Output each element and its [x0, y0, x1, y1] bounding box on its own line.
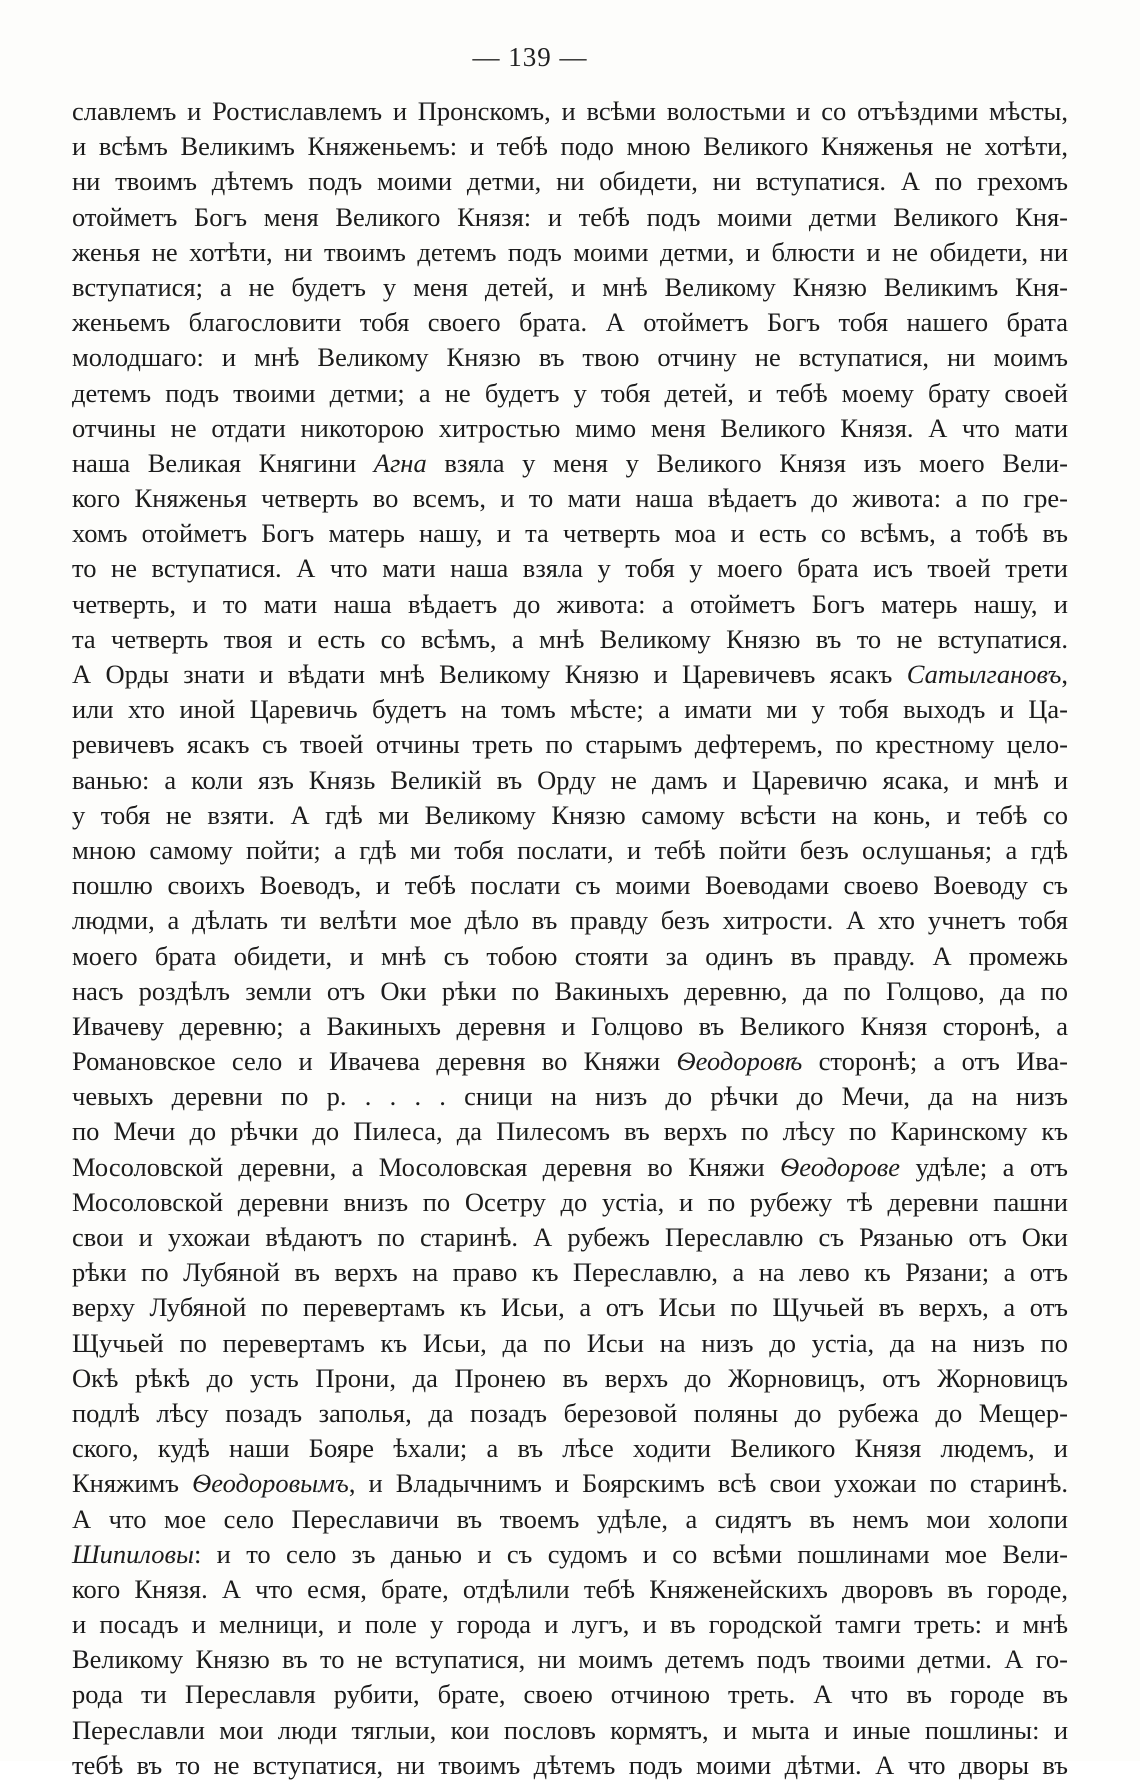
italic-name: Шипиловы — [72, 1538, 194, 1569]
text-segment: верху Лубяной по перевертамъ къ Исьи, а отъ Исьи по Щучьей въ верхъ, а отъ — [72, 1292, 1068, 1323]
text-segment: Великому Князю въ то не вступатися, ни моимъ детемъ подъ твоими детми. А го- — [72, 1644, 1068, 1675]
text-segment: то не вступатися. А что мати наша взяла у тобя у моего брата исъ твоей трети — [72, 553, 1068, 584]
text-line — [72, 1290, 1068, 1325]
text-line — [72, 516, 1068, 551]
text-segment: кого Князя. А что есмя, брате, отдѣлили тебѣ Княженейскихъ дворовъ въ городе, — [72, 1573, 1068, 1604]
text-segment: Ивачеву деревню; а Вакиныхъ деревня и Голцово въ Великого Князя сторонѣ, а — [72, 1010, 1068, 1041]
text-segment: сторонѣ; а отъ Ива- — [802, 1046, 1068, 1077]
text-line — [72, 622, 1068, 657]
text-line — [72, 1466, 1068, 1501]
text-line — [72, 1537, 1068, 1572]
text-segment: Переславли мои люди тяглыи, кои пословъ кормятъ, и мыта и иные пошлины: и — [72, 1714, 1068, 1745]
text-segment: тебѣ въ то не вступатися, ни твоимъ дѣтемъ подъ моими дѣтми. А что дворы въ — [72, 1749, 1068, 1780]
text-segment: та четверть твоя и есть со всѣмъ, а мнѣ Великому Князю въ то не вступатися. — [72, 623, 1068, 654]
text-segment: четверть, и то мати наша вѣдаетъ до живота: а отойметъ Богъ матерь нашу, и — [72, 588, 1068, 619]
text-segment: у тобя не взяти. А гдѣ ми Великому Князю самому всѣсти на конь, и тебѣ со — [72, 799, 1068, 830]
text-line — [72, 1607, 1068, 1642]
body-text — [72, 94, 1068, 1783]
text-line — [72, 164, 1068, 199]
text-segment: чевыхъ деревни по р. . . . . сници на низъ до рѣчки до Мечи, да на низъ — [72, 1081, 1068, 1112]
text-line — [72, 129, 1068, 164]
text-line — [72, 1713, 1068, 1748]
text-line — [72, 446, 1068, 481]
text-line — [72, 1572, 1068, 1607]
text-line — [72, 798, 1068, 833]
text-segment: женья не хотѣти, ни твоимъ детемъ подъ моими детми, и блюсти и не обидети, ни — [72, 236, 1068, 267]
text-segment: удѣле; а отъ — [900, 1151, 1068, 1182]
text-line — [72, 200, 1068, 235]
text-segment: А что мое село Переславичи въ твоемъ удѣле, а сидятъ въ немъ мои холопи — [72, 1503, 1068, 1534]
text-segment: кого Княженья четверть во всемъ, и то мати наша вѣдаетъ до живота: а по гре- — [72, 483, 1068, 514]
text-line — [72, 1326, 1068, 1361]
text-segment: , — [1061, 659, 1068, 689]
text-segment: вступатися; а не будетъ у меня детей, и мнѣ Великому Князю Великимъ Кня- — [72, 271, 1068, 302]
text-segment: рѣки по Лубяной въ верхъ на право къ Переславлю, а на лево къ Рязани; а отъ — [72, 1257, 1068, 1288]
text-segment: детемъ подъ твоими детми; а не будетъ у тобя детей, и тебѣ моему брату своей — [72, 377, 1068, 408]
text-line — [72, 270, 1068, 305]
text-line — [72, 481, 1068, 516]
text-segment: ревичевъ ясакъ съ твоей отчины треть по старымъ дефтеремъ, по крестному цело- — [72, 729, 1068, 760]
text-line — [72, 1079, 1068, 1114]
text-line — [72, 1044, 1068, 1079]
text-segment: ванью: а коли язъ Князь Великій въ Орду не дамъ и Царевичю ясака, и мнѣ и — [72, 764, 1068, 795]
text-segment: Княжимъ — [72, 1468, 193, 1499]
text-line — [72, 551, 1068, 586]
italic-name: Агна — [373, 447, 427, 478]
text-segment: и всѣмъ Великимъ Княженьемъ: и тебѣ подо мною Великого Княженья не хотѣти, — [72, 131, 1068, 162]
text-segment: Романовское село и Ивачева деревня во Княжи — [72, 1046, 677, 1077]
text-segment: по Мечи до рѣчки до Пилеса, да Пилесомъ въ верхъ по лѣсу по Каринскому къ — [72, 1116, 1068, 1147]
text-line — [72, 94, 1068, 129]
text-line — [72, 1185, 1068, 1220]
text-segment: отчины не отдати никоторою хитростью мимо меня Великого Князя. А что мати — [72, 412, 1068, 443]
text-segment: людми, а дѣлать ти велѣти мое дѣло въ правду безъ хитрости. А хто учнетъ тобя — [72, 905, 1068, 936]
text-line — [72, 1009, 1068, 1044]
text-segment: Мосоловской деревни внизъ по Осетру до устіа, и по рубежу тѣ деревни пашни — [72, 1186, 1068, 1217]
text-line — [72, 903, 1068, 938]
text-line — [72, 868, 1068, 903]
text-line — [72, 657, 1068, 692]
text-segment: или хто иной Царевичь будетъ на томъ мѣсте; а имати ми у тобя выходъ и Ца- — [72, 694, 1068, 725]
text-segment: женьемъ благословити тобя своего брата. А отойметъ Богъ тобя нашего брата — [72, 307, 1068, 338]
text-line — [72, 727, 1068, 762]
text-segment: ни твоимъ дѣтемъ подъ моими детми, ни обидети, ни вступатися. А по грехомъ — [72, 166, 1068, 197]
text-line — [72, 411, 1068, 446]
text-segment: : и то село зъ данью и съ судомъ и со всѣми пошлинами мое Вели- — [193, 1538, 1068, 1569]
italic-name: Ѳеодоровымъ — [192, 1468, 349, 1499]
text-segment: молодшаго: и мнѣ Великому Князю въ твою отчину не вступатися, ни моимъ — [72, 342, 1068, 373]
text-segment: пошлю своихъ Воеводъ, и тебѣ послати съ моими Воеводами своево Воеводу съ — [72, 870, 1068, 901]
text-line — [72, 833, 1068, 868]
text-segment: Щучьей по перевертамъ къ Исьи, да по Исьи на низъ до устіа, да на низъ по — [72, 1327, 1068, 1358]
text-segment: Мосоловской деревни, а Мосоловская деревня во Княжи — [72, 1151, 781, 1182]
text-line — [72, 1361, 1068, 1396]
text-segment: мною самому пойти; а гдѣ ми тобя послати, и тебѣ пойти безъ ослушанья; а гдѣ — [72, 834, 1068, 865]
text-line — [72, 1677, 1068, 1712]
text-segment: насъ роздѣлъ земли отъ Оки рѣки по Вакиныхъ деревню, да по Голцово, да по — [72, 975, 1068, 1006]
text-line — [72, 1114, 1068, 1149]
text-segment: взяла у меня у Великого Князя изъ моего Вели- — [426, 447, 1068, 478]
italic-name: Ѳеодорове — [780, 1151, 901, 1182]
text-segment: славлемъ и Ростиславлемъ и Пронскомъ, и всѣми волостьми и со отъѣздими мѣсты, — [72, 96, 1068, 126]
text-segment: моего брата обидети, и мнѣ съ тобою стояти за одинъ въ правду. А промежь — [72, 940, 1068, 971]
text-segment: ского, кудѣ наши Бояре ѣхали; а въ лѣсе ходити Великого Князя людемъ, и — [72, 1433, 1068, 1464]
text-line — [72, 340, 1068, 375]
text-line — [72, 1396, 1068, 1431]
text-line — [72, 376, 1068, 411]
italic-name: Ѳеодоровѣ — [676, 1046, 803, 1077]
text-line — [72, 692, 1068, 727]
text-segment: и посадъ и мелници, и поле у города и лугъ, и въ городской тамги треть: и мнѣ — [72, 1609, 1068, 1640]
text-line — [72, 763, 1068, 798]
text-line — [72, 305, 1068, 340]
text-line — [72, 1150, 1068, 1185]
text-segment: подлѣ лѣсу позадъ заполья, да позадъ березовой поляны до рубежа до Мещер- — [72, 1397, 1068, 1428]
text-line — [72, 1748, 1068, 1783]
text-segment: отойметъ Богъ меня Великого Князя: и тебѣ подъ моими детми Великого Кня- — [72, 201, 1068, 232]
text-line — [72, 1502, 1068, 1537]
italic-name: Сатылгановъ — [906, 659, 1062, 689]
text-line — [72, 1255, 1068, 1290]
text-line — [72, 587, 1068, 622]
text-line — [72, 1642, 1068, 1677]
text-line — [72, 974, 1068, 1009]
text-segment: Окѣ рѣкѣ до усть Прони, да Пронею въ верхъ до Жорновицъ, отъ Жорновицъ — [72, 1362, 1068, 1393]
text-segment: А Орды знати и вѣдати мнѣ Великому Князю и Царевичевъ ясакъ — [72, 659, 907, 689]
text-line — [72, 1431, 1068, 1466]
text-segment: наша Великая Княгини — [72, 447, 374, 478]
page-number: — 139 — — [472, 42, 588, 72]
text-segment: свои и ухожаи вѣдаютъ по старинѣ. А рубежъ Переславлю съ Рязанью отъ Оки — [72, 1222, 1068, 1252]
text-line — [72, 1220, 1068, 1255]
text-segment: хомъ отойметъ Богъ матерь нашу, и та четверть моа и есть со всѣмъ, а тобѣ въ — [72, 518, 1068, 549]
text-line — [72, 235, 1068, 270]
text-segment: , и Владычнимъ и Боярскимъ всѣ свои ухожаи по старинѣ. — [348, 1468, 1068, 1499]
text-line — [72, 939, 1068, 974]
text-segment: рода ти Переславля рубити, брате, своею отчиною треть. А что въ городе въ — [72, 1679, 1068, 1710]
